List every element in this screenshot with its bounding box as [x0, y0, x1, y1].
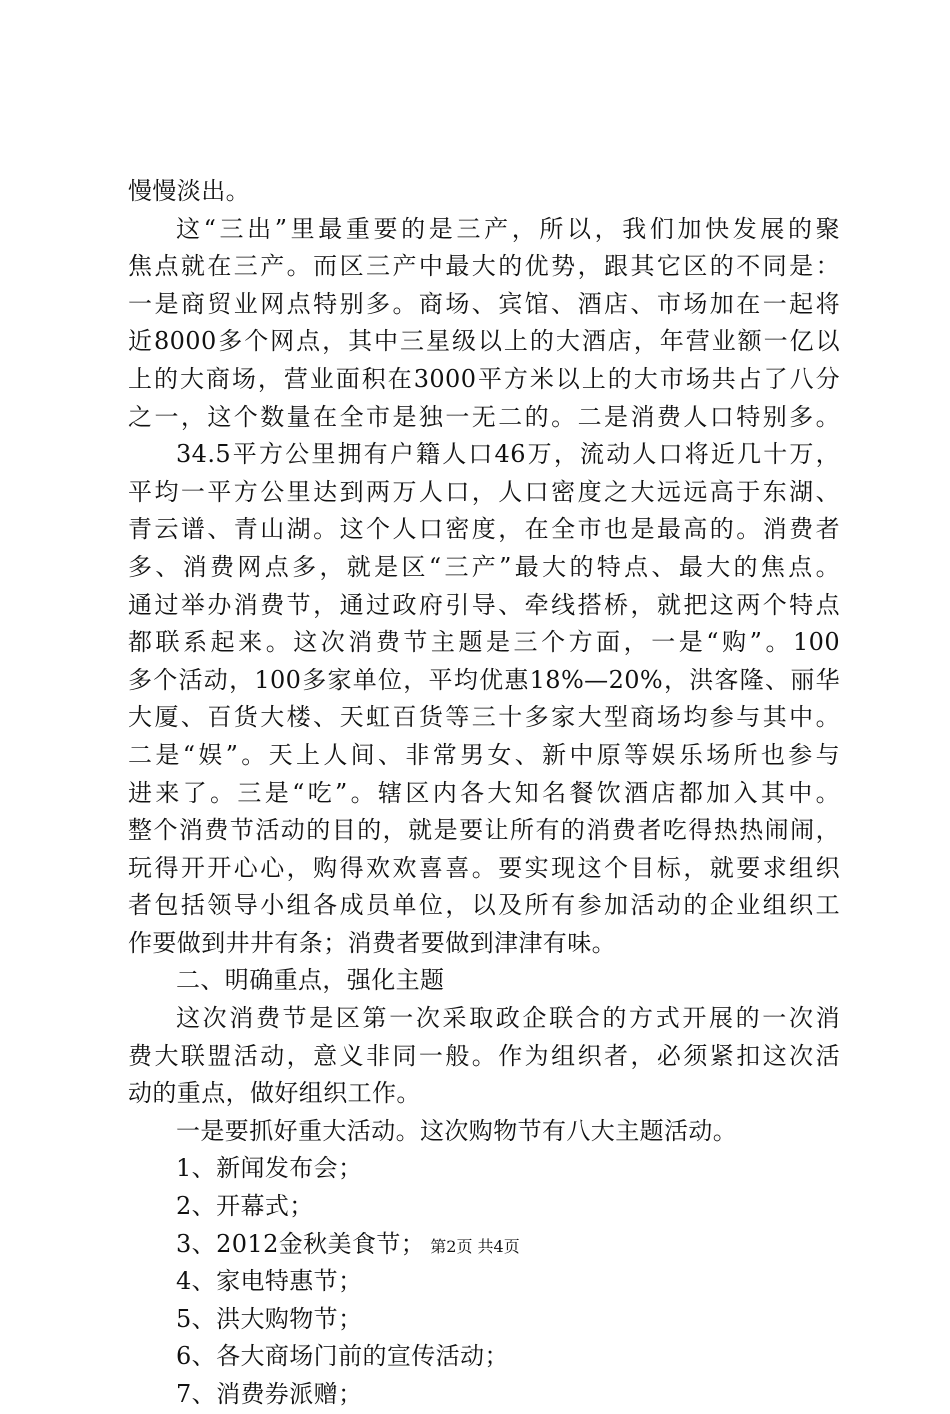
text-line: 焦点就在三产。而区三产中最大的优势，跟其它区的不同是： — [128, 252, 840, 281]
text-line: 平均一平方公里达到两万人口，人口密度之大远远高于东湖、 — [128, 477, 840, 506]
text-line: 一是商贸业网点特别多。商场、宾馆、酒店、市场加在一起将 — [128, 289, 840, 318]
text-line: 整个消费节活动的目的，就是要让所有的消费者吃得热热闹闹， — [128, 816, 840, 845]
text-line: 多、消费网点多，就是区“三产”最大的特点、最大的焦点。 — [128, 552, 840, 581]
text-line: 二是“娱”。天上人间、非常男女、新中原等娱乐场所也参与 — [128, 740, 840, 769]
text-line: 2、开幕式； — [176, 1192, 314, 1221]
text-line: 慢慢淡出。 — [128, 177, 250, 205]
text-line: 34.5平方公里拥有户籍人口46万，流动人口将近几十万， — [176, 440, 840, 469]
text-line: 大厦、百货大楼、天虹百货等三十多家大型商场均参与其中。 — [128, 703, 840, 732]
text-line: 通过举办消费节，通过政府引导、牵线搭桥，就把这两个特点 — [128, 590, 840, 619]
body-text — [128, 173, 840, 1414]
text-line: 这次消费节是区第一次采取政企联合的方式开展的一次消 — [176, 1004, 840, 1033]
text-line: 上的大商场，营业面积在3000平方米以上的大市场共占了八分 — [128, 364, 840, 393]
text-line: 作要做到井井有条；消费者要做到津津有味。 — [128, 928, 616, 957]
text-line: 这“三出”里最重要的是三产，所以，我们加快发展的聚 — [176, 214, 840, 243]
text-line: 都联系起来。这次消费节主题是三个方面，一是“购”。100 — [128, 628, 840, 657]
text-line: 1、新闻发布会； — [176, 1154, 363, 1183]
text-line: 6、各大商场门前的宣传活动； — [176, 1342, 509, 1371]
text-line: 费大联盟活动，意义非同一般。作为组织者，必须紧扣这次活 — [128, 1041, 840, 1070]
text-line: 青云谱、青山湖。这个人口密度，在全市也是最高的。消费者 — [128, 515, 840, 544]
text-line: 一是要抓好重大活动。这次购物节有八大主题活动。 — [176, 1116, 738, 1145]
page-footer: 第2页 共4页 — [430, 1237, 520, 1256]
text-line: 进来了。三是“吃”。辖区内各大知名餐饮酒店都加入其中。 — [128, 778, 840, 807]
text-line: 二、明确重点，强化主题 — [176, 966, 445, 995]
text-line: 5、洪大购物节； — [176, 1304, 363, 1333]
text-line: 7、消费券派赠； — [176, 1380, 363, 1408]
text-line: 者包括领导小组各成员单位，以及所有参加活动的企业组织工 — [128, 891, 840, 920]
text-line: 4、家电特惠节； — [176, 1267, 363, 1296]
text-line: 动的重点，做好组织工作。 — [128, 1079, 421, 1108]
text-line: 多个活动，100多家单位，平均优惠18%—20%，洪客隆、丽华 — [128, 665, 840, 694]
text-line: 之一，这个数量在全市是独一无二的。二是消费人口特别多。 — [128, 402, 840, 431]
text-line: 玩得开开心心，购得欢欢喜喜。要实现这个目标，就要求组织 — [128, 853, 840, 882]
text-line: 3、2012金秋美食节； — [176, 1229, 426, 1258]
text-line: 近8000多个网点，其中三星级以上的大酒店，年营业额一亿以 — [128, 327, 840, 356]
